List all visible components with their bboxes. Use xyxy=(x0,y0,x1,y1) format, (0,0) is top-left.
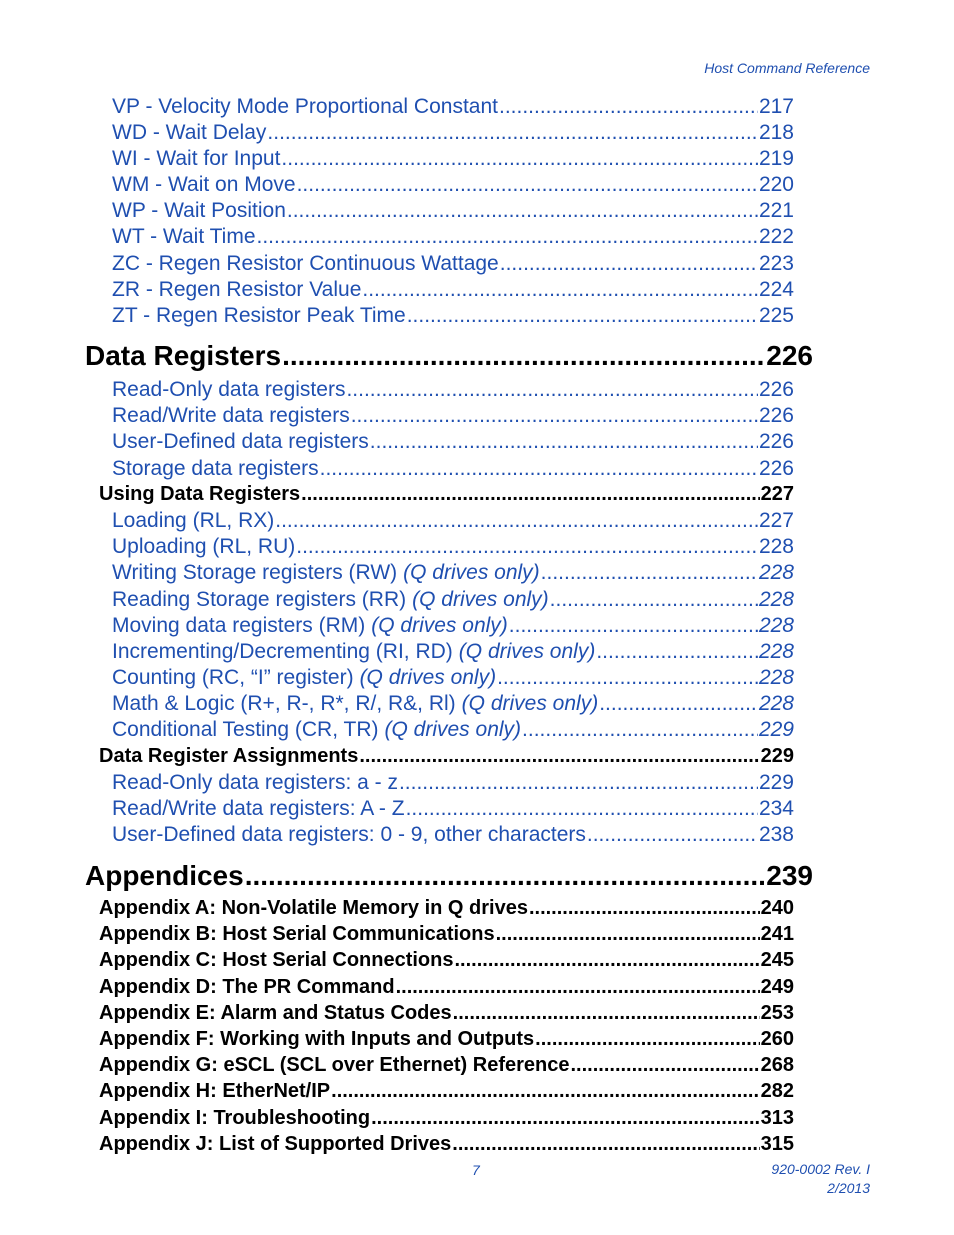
dot-leader xyxy=(452,1133,759,1156)
toc-entry-page: 217 xyxy=(758,95,794,118)
toc-entry-title: User-Defined data registers xyxy=(112,430,369,453)
dot-leader xyxy=(359,745,759,768)
toc-entry-page: 221 xyxy=(758,199,794,222)
toc-entry-page: 228 xyxy=(758,692,794,715)
toc-entry-page: 245 xyxy=(760,949,794,971)
dot-leader xyxy=(297,173,758,197)
toc-entry[interactable] xyxy=(112,378,794,402)
dot-leader xyxy=(257,225,758,249)
dot-leader xyxy=(281,147,758,171)
toc-entry[interactable] xyxy=(99,1080,794,1103)
toc-entry[interactable] xyxy=(112,588,794,612)
dot-leader xyxy=(282,340,765,372)
toc-entry-title: Appendix G: eSCL (SCL over Ethernet) Reference xyxy=(99,1054,570,1076)
toc-entry-page: 228 xyxy=(758,640,794,663)
toc-entry-page: 229 xyxy=(758,771,794,794)
doc-number: 920-0002 Rev. I xyxy=(771,1161,870,1177)
toc-entry-page: 238 xyxy=(758,823,794,846)
dot-leader xyxy=(596,640,758,664)
page-number: 7 xyxy=(472,1162,480,1178)
toc-entry-title: WP - Wait Position xyxy=(112,199,286,222)
toc-entry-page: 253 xyxy=(760,1002,794,1024)
dot-leader xyxy=(522,718,758,742)
toc-entry-page: 226 xyxy=(766,340,813,371)
toc-entry-page: 220 xyxy=(758,173,794,196)
dot-leader xyxy=(371,1107,760,1130)
toc-entry-page: 226 xyxy=(758,404,794,427)
running-header: Host Command Reference xyxy=(704,60,870,76)
toc-entry-page: 218 xyxy=(758,121,794,144)
toc-entry[interactable] xyxy=(112,225,794,249)
dot-leader xyxy=(509,614,758,638)
toc-entry[interactable] xyxy=(99,1133,794,1156)
toc-entry[interactable] xyxy=(112,278,794,302)
dot-leader xyxy=(275,509,758,533)
toc-entry[interactable] xyxy=(112,173,794,197)
toc-entry-title: Read/Write data registers: A - Z xyxy=(112,797,405,820)
toc-entry-page: 219 xyxy=(758,147,794,170)
toc-entry-title: ZC - Regen Resistor Continuous Wattage xyxy=(112,252,499,275)
toc-entry-title: WM - Wait on Move xyxy=(112,173,296,196)
toc-entry-title: Writing Storage registers (RW) xyxy=(112,561,398,584)
toc-entry-title: VP - Velocity Mode Proportional Constant xyxy=(112,95,498,118)
toc-entry-page: 260 xyxy=(760,1028,794,1050)
toc-entry[interactable] xyxy=(112,535,794,559)
toc-entry-title: Math & Logic (R+, R-, R*, R/, R&, Rl) xyxy=(112,692,456,715)
toc-entry-page: 229 xyxy=(760,745,794,767)
toc-entry[interactable] xyxy=(112,640,794,664)
dot-leader xyxy=(267,121,758,145)
toc-entry-page: 226 xyxy=(758,457,794,480)
toc-entry-title: Appendix C: Host Serial Connections xyxy=(99,949,454,971)
toc-entry-page: 241 xyxy=(760,923,794,945)
toc-entry-title: WI - Wait for Input xyxy=(112,147,281,170)
toc-entry-page: 234 xyxy=(758,797,794,820)
toc-entry-title: Using Data Registers xyxy=(99,483,301,505)
dot-leader xyxy=(500,252,758,276)
dot-leader xyxy=(396,976,760,999)
toc-entry-note: (Q drives only) xyxy=(412,588,549,611)
toc-entry-note: (Q drives only) xyxy=(461,692,599,715)
toc-entry-title: Data Registers xyxy=(85,340,282,371)
toc-entry-page: 226 xyxy=(758,430,794,453)
toc-entry-title: Appendix F: Working with Inputs and Outputs xyxy=(99,1028,535,1050)
toc-entry-page: 229 xyxy=(758,718,794,741)
toc-entry[interactable] xyxy=(112,666,794,690)
toc-entry-title: WD - Wait Delay xyxy=(112,121,267,144)
toc-entry-title: Reading Storage registers (RR) xyxy=(112,588,407,611)
dot-leader xyxy=(331,1080,759,1103)
toc-entry[interactable] xyxy=(99,976,794,999)
dot-leader xyxy=(346,378,758,402)
toc-entry[interactable] xyxy=(112,718,794,742)
toc-entry-note: (Q drives only) xyxy=(458,640,596,663)
toc-entry-page: 228 xyxy=(758,588,794,611)
toc-entry-page: 239 xyxy=(766,860,813,891)
toc-entry[interactable] xyxy=(85,860,813,892)
toc-entry-title: Uploading (RL, RU) xyxy=(112,535,296,558)
toc-entry-title: Appendices xyxy=(85,860,244,891)
toc-entry[interactable] xyxy=(85,340,813,372)
toc-entry-title: ZT - Regen Resistor Peak Time xyxy=(112,304,406,327)
toc-entry-page: 225 xyxy=(758,304,794,327)
toc-entry-page: 228 xyxy=(758,535,794,558)
toc-entry-page: 268 xyxy=(760,1054,794,1076)
toc-entry[interactable] xyxy=(112,252,794,276)
toc-entry[interactable] xyxy=(99,1002,794,1025)
toc-entry-page: 223 xyxy=(758,252,794,275)
toc-entry[interactable] xyxy=(112,692,794,716)
toc-entry-page: 282 xyxy=(760,1080,794,1102)
toc-entry[interactable] xyxy=(99,923,794,946)
dot-leader xyxy=(499,95,758,119)
toc-entry[interactable] xyxy=(112,509,794,533)
toc-entry-title: Read-Only data registers: a - z xyxy=(112,771,398,794)
toc-entry-title: Appendix A: Non-Volatile Memory in Q drives xyxy=(99,897,528,919)
toc-entry[interactable] xyxy=(99,1028,794,1051)
toc-entry-page: 315 xyxy=(760,1133,794,1155)
toc-entry-title: Data Register Assignments xyxy=(99,745,359,767)
dot-leader xyxy=(245,860,766,892)
toc-entry-page: 224 xyxy=(758,278,794,301)
toc-entry-page: 227 xyxy=(758,509,794,532)
toc-entry-title: Storage data registers xyxy=(112,457,319,480)
dot-leader xyxy=(406,797,758,821)
toc-entry[interactable] xyxy=(99,1054,794,1077)
toc-entry[interactable] xyxy=(112,561,794,585)
toc-entry-page: 249 xyxy=(760,976,794,998)
toc-entry-title: Loading (RL, RX) xyxy=(112,509,275,532)
toc-entry-title: Appendix J: List of Supported Drives xyxy=(99,1133,452,1155)
toc-entry-title: Moving data registers (RM) xyxy=(112,614,366,637)
toc-entry[interactable] xyxy=(99,483,794,506)
toc-entry[interactable] xyxy=(112,823,794,847)
toc-entry-title: Appendix I: Troubleshooting xyxy=(99,1107,371,1129)
dot-leader xyxy=(599,692,758,716)
toc-entry[interactable] xyxy=(112,95,794,119)
dot-leader xyxy=(407,304,758,328)
toc-entry[interactable] xyxy=(112,199,794,223)
dot-leader xyxy=(453,1002,760,1025)
dot-leader xyxy=(570,1054,759,1077)
toc-entry-page: 226 xyxy=(758,378,794,401)
toc-entry-page: 227 xyxy=(760,483,794,505)
toc-entry-title: Read-Only data registers xyxy=(112,378,346,401)
toc-entry-title: Conditional Testing (CR, TR) xyxy=(112,718,379,741)
toc-entry[interactable] xyxy=(112,304,794,328)
doc-date: 2/2013 xyxy=(827,1180,870,1196)
toc-entry-note: (Q drives only) xyxy=(371,614,508,637)
toc-entry-title: User-Defined data registers: 0 - 9, other characters xyxy=(112,823,586,846)
toc-entry[interactable] xyxy=(112,404,794,428)
toc-entry-title: Appendix B: Host Serial Communications xyxy=(99,923,495,945)
toc-entry[interactable] xyxy=(99,745,794,768)
toc-entry-page: 222 xyxy=(758,225,794,248)
dot-leader xyxy=(497,666,758,690)
toc-entry[interactable] xyxy=(112,457,794,481)
dot-leader xyxy=(550,588,758,612)
footer-revision xyxy=(771,1160,870,1198)
dot-leader xyxy=(496,923,760,946)
dot-leader xyxy=(535,1028,759,1051)
dot-leader xyxy=(587,823,758,847)
toc-entry-page: 313 xyxy=(760,1107,794,1129)
toc-entry[interactable] xyxy=(112,614,794,638)
toc-entry-page: 240 xyxy=(760,897,794,919)
toc-entry-page: 228 xyxy=(758,666,794,689)
dot-leader xyxy=(370,430,758,454)
dot-leader xyxy=(287,199,758,223)
toc-entry-note: (Q drives only) xyxy=(384,718,522,741)
toc-entry-page: 228 xyxy=(758,614,794,637)
toc-entry-title: Counting (RC, “I” register) xyxy=(112,666,354,689)
dot-leader xyxy=(541,561,758,585)
toc-entry-title: Appendix D: The PR Command xyxy=(99,976,395,998)
dot-leader xyxy=(301,483,759,506)
toc-entry-page: 228 xyxy=(758,561,794,584)
dot-leader xyxy=(351,404,758,428)
dot-leader xyxy=(362,278,758,302)
dot-leader xyxy=(454,949,759,972)
toc-entry-title: WT - Wait Time xyxy=(112,225,256,248)
toc-entry[interactable] xyxy=(112,430,794,454)
dot-leader xyxy=(320,457,758,481)
toc-entry[interactable] xyxy=(99,1107,794,1130)
toc-entry-title: Appendix E: Alarm and Status Codes xyxy=(99,1002,452,1024)
toc-entry-title: Read/Write data registers xyxy=(112,404,350,427)
toc-entry[interactable] xyxy=(112,771,794,795)
toc-entry[interactable] xyxy=(112,121,794,145)
dot-leader xyxy=(529,897,760,920)
toc-entry[interactable] xyxy=(99,897,794,920)
toc-entry-note: (Q drives only) xyxy=(403,561,540,584)
toc-entry[interactable] xyxy=(99,949,794,972)
toc-entry-title: Incrementing/Decrementing (RI, RD) xyxy=(112,640,453,663)
dot-leader xyxy=(296,535,758,559)
dot-leader xyxy=(399,771,758,795)
toc-entry-title: ZR - Regen Resistor Value xyxy=(112,278,362,301)
toc-entry-title: Appendix H: EtherNet/IP xyxy=(99,1080,331,1102)
toc-entry[interactable] xyxy=(112,797,794,821)
toc-entry[interactable] xyxy=(112,147,794,171)
toc-entry-note: (Q drives only) xyxy=(359,666,497,689)
